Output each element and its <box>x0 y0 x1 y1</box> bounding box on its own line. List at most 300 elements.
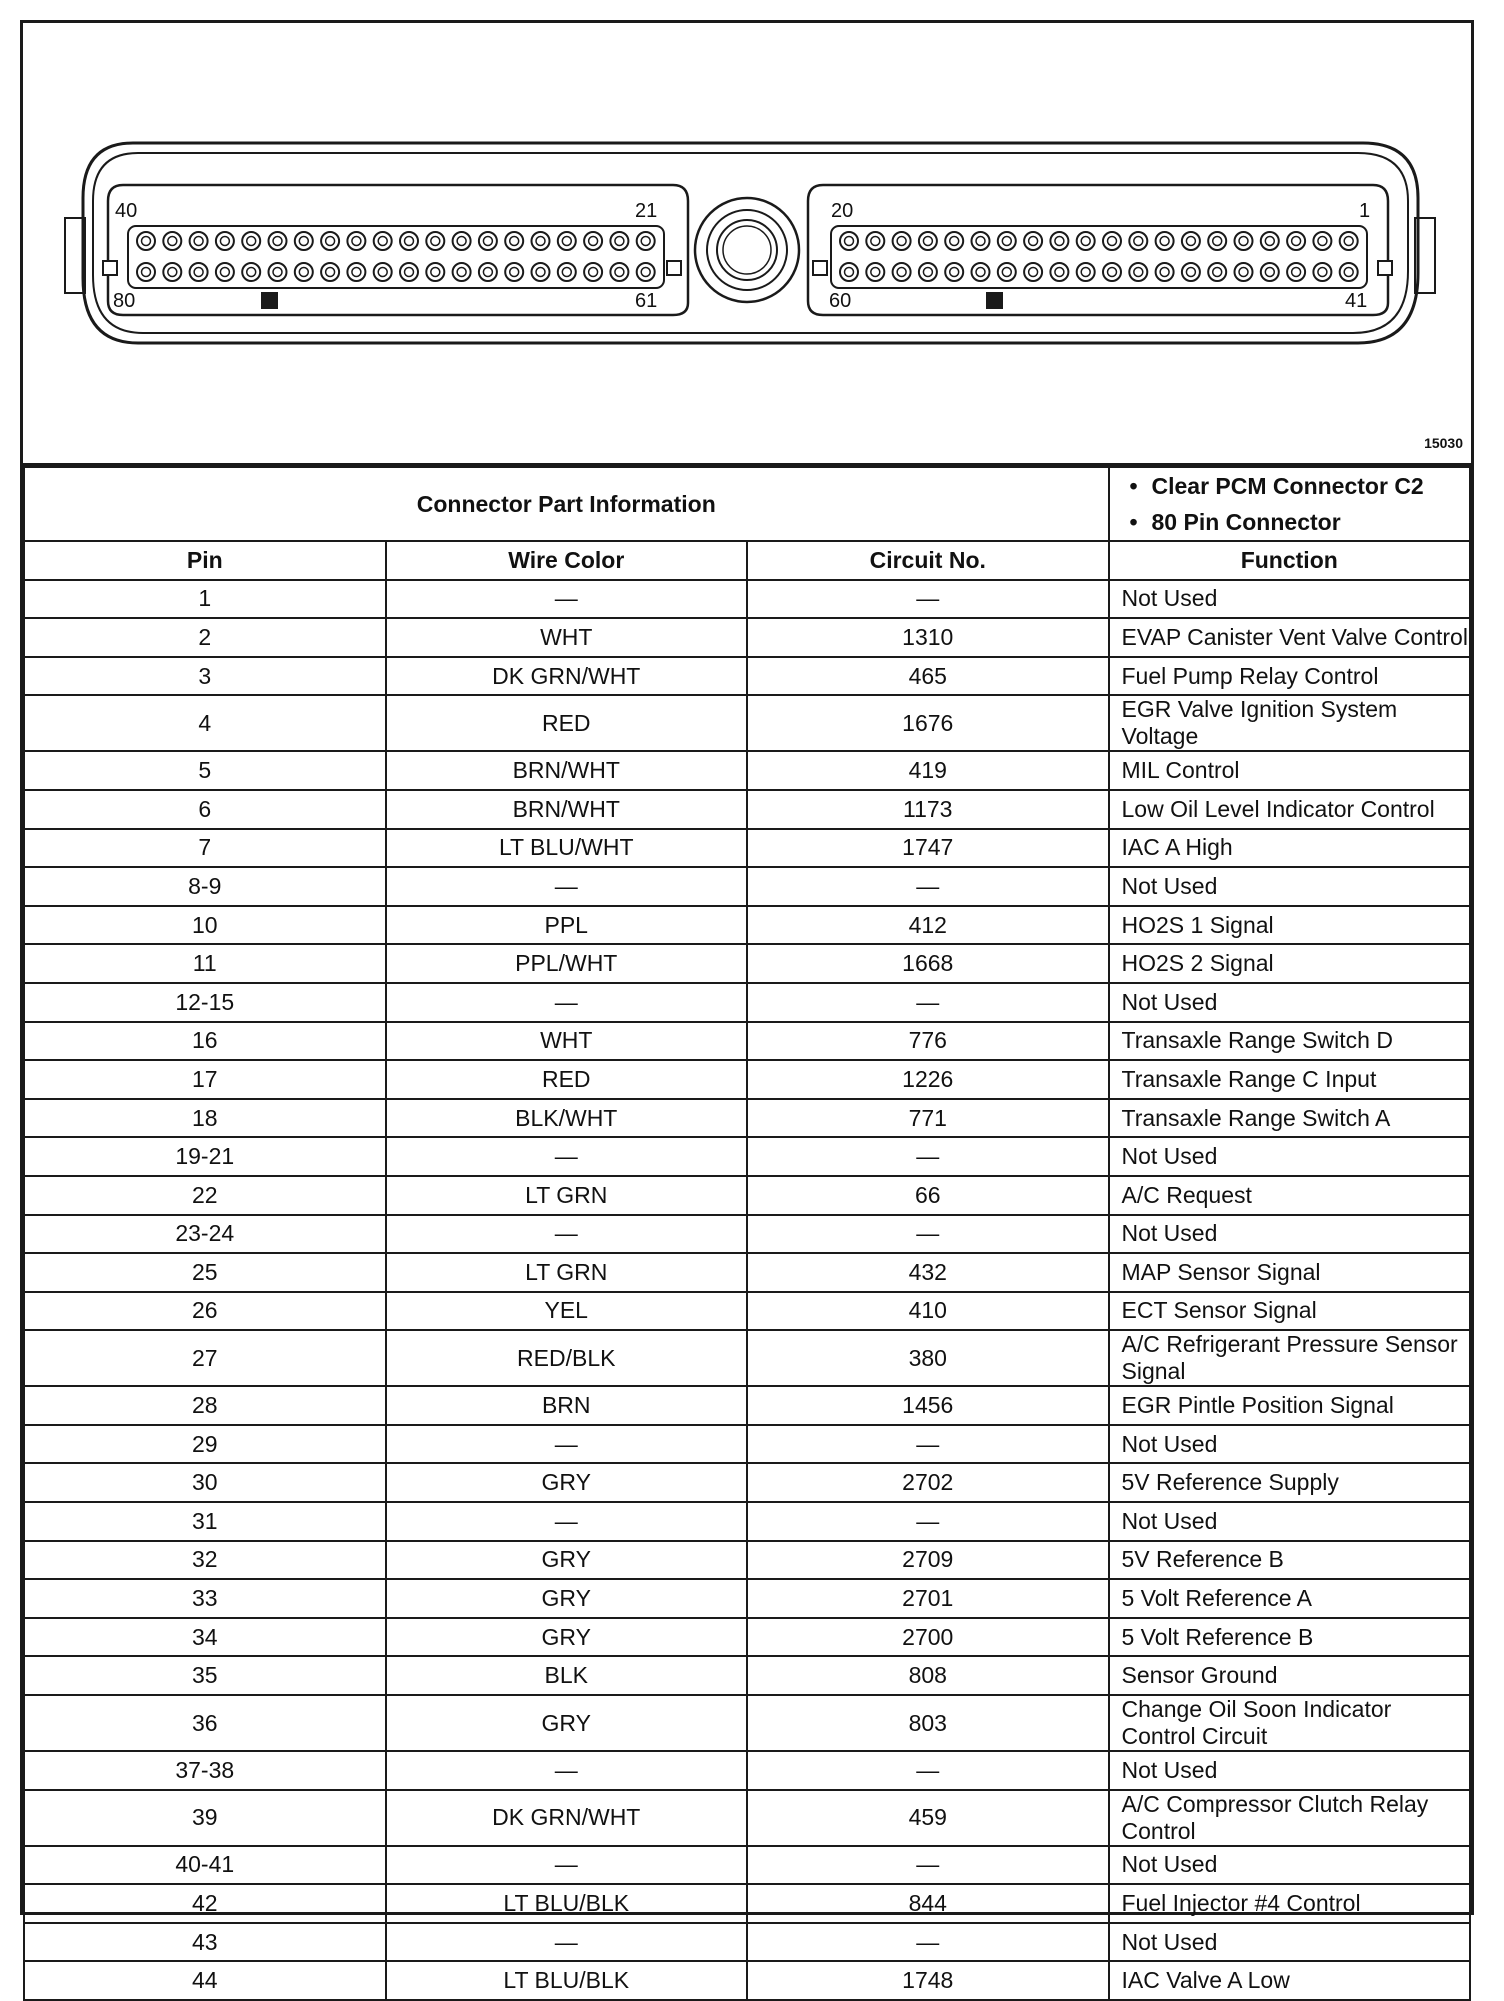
cell-circuit-no: 808 <box>747 1656 1109 1695</box>
pin-socket-hole <box>897 237 906 246</box>
pin-socket <box>972 263 990 281</box>
pin-socket <box>295 232 313 250</box>
left-pin-grid <box>128 226 664 288</box>
pin-socket-hole <box>1029 237 1038 246</box>
cell-wire-color: — <box>386 983 748 1022</box>
pin-socket <box>1182 232 1200 250</box>
pin-socket-hole <box>194 237 203 246</box>
pin-socket <box>1340 232 1358 250</box>
center-bolt-ring <box>707 210 787 290</box>
pin-socket-hole <box>247 237 256 246</box>
right-pin-grid <box>831 226 1367 288</box>
pin-socket-hole <box>273 237 282 246</box>
pin-socket <box>840 232 858 250</box>
pin-socket <box>558 232 576 250</box>
table-row <box>24 1292 1470 1331</box>
cell-circuit-no: 803 <box>747 1695 1109 1751</box>
pin-label-21: 21 <box>635 200 658 222</box>
table-row <box>24 1022 1470 1061</box>
cell-pin: 8-9 <box>24 867 386 906</box>
pin-socket-hole <box>536 268 545 277</box>
left-key <box>103 261 117 275</box>
cell-circuit-no: 380 <box>747 1330 1109 1386</box>
cell-wire-color: PPL/WHT <box>386 944 748 983</box>
pin-socket <box>1024 232 1042 250</box>
cell-function: Not Used <box>1109 1923 1471 1962</box>
pin-socket-hole <box>378 237 387 246</box>
cell-circuit-no: 2701 <box>747 1579 1109 1618</box>
connector-shell-inner <box>93 153 1408 333</box>
cell-wire-color: BLK/WHT <box>386 1099 748 1138</box>
table-row <box>24 790 1470 829</box>
pin-socket <box>190 263 208 281</box>
cell-wire-color: BRN/WHT <box>386 751 748 790</box>
pin-socket-hole <box>1292 268 1301 277</box>
table-row <box>24 695 1470 751</box>
pin-socket <box>998 232 1016 250</box>
cell-circuit-no: 66 <box>747 1176 1109 1215</box>
pin-socket <box>637 263 655 281</box>
pin-socket <box>163 263 181 281</box>
pin-socket <box>945 263 963 281</box>
pin-socket <box>1340 263 1358 281</box>
connector-diagram <box>23 23 1471 466</box>
table-row <box>24 1330 1470 1386</box>
center-left-key <box>667 261 681 275</box>
cell-pin: 7 <box>24 829 386 868</box>
pin-socket <box>532 232 550 250</box>
pin-socket-hole <box>615 268 624 277</box>
pin-socket <box>479 232 497 250</box>
table-row <box>24 1923 1470 1962</box>
cell-circuit-no: 771 <box>747 1099 1109 1138</box>
pin-socket <box>1287 263 1305 281</box>
cell-function: Change Oil Soon Indicator Control Circuit <box>1109 1695 1471 1751</box>
pin-socket-hole <box>1081 268 1090 277</box>
pin-label-61: 61 <box>635 290 658 312</box>
pin-socket <box>919 263 937 281</box>
pin-socket-hole <box>845 268 854 277</box>
cell-pin: 6 <box>24 790 386 829</box>
cell-wire-color: RED <box>386 1060 748 1099</box>
pin-socket <box>1156 263 1174 281</box>
pin-socket-hole <box>1108 268 1117 277</box>
cell-function: Not Used <box>1109 1502 1471 1541</box>
cell-pin: 42 <box>24 1884 386 1923</box>
table-row <box>24 1502 1470 1541</box>
pin-socket-hole <box>168 237 177 246</box>
pin-socket-hole <box>326 237 335 246</box>
cell-wire-color: — <box>386 1215 748 1254</box>
table-row <box>24 1579 1470 1618</box>
bullet-icon: • <box>1129 509 1138 535</box>
cell-pin: 5 <box>24 751 386 790</box>
pin-socket <box>1287 232 1305 250</box>
cell-circuit-no: 2702 <box>747 1463 1109 1502</box>
pin-socket-hole <box>220 237 229 246</box>
cell-wire-color: LT BLU/BLK <box>386 1961 748 2000</box>
pin-socket-hole <box>220 268 229 277</box>
cell-wire-color: DK GRN/WHT <box>386 657 748 696</box>
pin-socket-hole <box>1186 237 1195 246</box>
pin-socket-hole <box>457 268 466 277</box>
connector-info-label: Connector Part Information <box>24 467 1109 541</box>
cell-pin: 40-41 <box>24 1846 386 1885</box>
table-row <box>24 1961 1470 2000</box>
table-row <box>24 1618 1470 1657</box>
pin-socket <box>347 263 365 281</box>
table-row <box>24 1386 1470 1425</box>
cell-wire-color: GRY <box>386 1463 748 1502</box>
cell-wire-color: — <box>386 1923 748 1962</box>
pin-socket-hole <box>1265 268 1274 277</box>
cell-pin: 35 <box>24 1656 386 1695</box>
table-row <box>24 829 1470 868</box>
pin-label-80: 80 <box>113 290 136 312</box>
header-pin: Pin <box>24 541 386 580</box>
center-bolt-inner <box>717 220 777 280</box>
cell-pin: 10 <box>24 906 386 945</box>
cell-wire-color: RED/BLK <box>386 1330 748 1386</box>
table-row <box>24 1215 1470 1254</box>
cell-pin: 25 <box>24 1253 386 1292</box>
cell-function: Not Used <box>1109 983 1471 1022</box>
pin-socket-hole <box>1081 237 1090 246</box>
cell-circuit-no: — <box>747 867 1109 906</box>
pin-socket-hole <box>641 237 650 246</box>
cell-circuit-no: — <box>747 580 1109 619</box>
cell-pin: 44 <box>24 1961 386 2000</box>
right-polarization-mark <box>986 292 1003 309</box>
cell-circuit-no: — <box>747 1751 1109 1790</box>
pin-socket <box>866 232 884 250</box>
pin-label-60: 60 <box>829 290 852 312</box>
cell-pin: 33 <box>24 1579 386 1618</box>
table-row <box>24 1463 1470 1502</box>
cell-pin: 26 <box>24 1292 386 1331</box>
cell-circuit-no: — <box>747 1215 1109 1254</box>
pin-socket-hole <box>1055 237 1064 246</box>
cell-circuit-no: 1456 <box>747 1386 1109 1425</box>
pin-socket-hole <box>1213 237 1222 246</box>
pin-socket <box>347 232 365 250</box>
pin-socket <box>1129 232 1147 250</box>
cell-function: Not Used <box>1109 1137 1471 1176</box>
pin-socket-hole <box>1213 268 1222 277</box>
pin-socket <box>866 263 884 281</box>
pin-socket-hole <box>871 237 880 246</box>
cell-function: HO2S 1 Signal <box>1109 906 1471 945</box>
column-header-row <box>24 541 1470 580</box>
cell-function: 5 Volt Reference B <box>1109 1618 1471 1657</box>
pin-socket <box>1129 263 1147 281</box>
cell-function: HO2S 2 Signal <box>1109 944 1471 983</box>
pin-socket-hole <box>1055 268 1064 277</box>
pin-socket <box>1077 263 1095 281</box>
right-pin-cavity <box>808 185 1388 315</box>
pin-socket <box>1050 232 1068 250</box>
pin-socket-hole <box>1029 268 1038 277</box>
pin-socket-hole <box>194 268 203 277</box>
cell-wire-color: LT BLU/WHT <box>386 829 748 868</box>
pin-socket-hole <box>1265 237 1274 246</box>
pin-socket-hole <box>431 268 440 277</box>
cell-pin: 29 <box>24 1425 386 1464</box>
pin-socket <box>190 232 208 250</box>
cell-wire-color: GRY <box>386 1618 748 1657</box>
pin-socket-hole <box>405 268 414 277</box>
table-row <box>24 1060 1470 1099</box>
cell-function: Not Used <box>1109 867 1471 906</box>
pin-socket <box>1024 263 1042 281</box>
pin-socket <box>374 232 392 250</box>
cell-wire-color: LT BLU/BLK <box>386 1884 748 1923</box>
pin-socket-hole <box>168 268 177 277</box>
cell-wire-color: GRY <box>386 1695 748 1751</box>
cell-pin: 16 <box>24 1022 386 1061</box>
cell-function: Low Oil Level Indicator Control <box>1109 790 1471 829</box>
pin-socket-hole <box>1134 237 1143 246</box>
pin-socket <box>1050 263 1068 281</box>
cell-wire-color: GRY <box>386 1579 748 1618</box>
pin-socket <box>216 263 234 281</box>
connector-info-item <box>1130 468 1470 504</box>
pin-socket-hole <box>615 237 624 246</box>
cell-function: Transaxle Range Switch D <box>1109 1022 1471 1061</box>
pin-socket-hole <box>1344 237 1353 246</box>
pin-label-40: 40 <box>115 200 138 222</box>
cell-function: 5V Reference B <box>1109 1541 1471 1580</box>
pin-socket-hole <box>923 268 932 277</box>
pin-socket <box>479 263 497 281</box>
pin-socket <box>637 232 655 250</box>
cell-function: IAC Valve A Low <box>1109 1961 1471 2000</box>
pin-socket <box>610 263 628 281</box>
table-row <box>24 751 1470 790</box>
cell-function: Not Used <box>1109 1846 1471 1885</box>
cell-wire-color: LT GRN <box>386 1253 748 1292</box>
cell-pin: 12-15 <box>24 983 386 1022</box>
center-bolt-outer <box>695 198 799 302</box>
header-function: Function <box>1109 541 1471 580</box>
pin-socket <box>584 232 602 250</box>
pin-socket-hole <box>845 237 854 246</box>
pin-socket-hole <box>352 237 361 246</box>
cell-wire-color: BLK <box>386 1656 748 1695</box>
pin-socket-hole <box>897 268 906 277</box>
cell-function: Fuel Injector #4 Control <box>1109 1884 1471 1923</box>
pin-socket <box>137 232 155 250</box>
cell-pin: 23-24 <box>24 1215 386 1254</box>
table-row <box>24 983 1470 1022</box>
pin-socket-hole <box>142 268 151 277</box>
cell-wire-color: DK GRN/WHT <box>386 1790 748 1846</box>
cell-circuit-no: 410 <box>747 1292 1109 1331</box>
cell-wire-color: LT GRN <box>386 1176 748 1215</box>
pin-socket-hole <box>1002 268 1011 277</box>
connector-illustration <box>23 23 1471 463</box>
table-row <box>24 618 1470 657</box>
cell-pin: 18 <box>24 1099 386 1138</box>
pinout-sheet <box>20 20 1474 1994</box>
cell-circuit-no: 776 <box>747 1022 1109 1061</box>
pin-socket <box>1156 232 1174 250</box>
cell-pin: 19-21 <box>24 1137 386 1176</box>
cell-pin: 27 <box>24 1330 386 1386</box>
cell-wire-color: — <box>386 1502 748 1541</box>
cell-pin: 43 <box>24 1923 386 1962</box>
pin-socket-hole <box>1239 237 1248 246</box>
cell-wire-color: — <box>386 1137 748 1176</box>
cell-circuit-no: 419 <box>747 751 1109 790</box>
pin-socket <box>1235 263 1253 281</box>
pin-socket <box>919 232 937 250</box>
cell-wire-color: — <box>386 1846 748 1885</box>
pin-socket <box>505 263 523 281</box>
cell-wire-color: BRN/WHT <box>386 790 748 829</box>
cell-circuit-no: 459 <box>747 1790 1109 1846</box>
table-row <box>24 1099 1470 1138</box>
cell-circuit-no: — <box>747 1502 1109 1541</box>
pin-socket <box>972 232 990 250</box>
cell-pin: 36 <box>24 1695 386 1751</box>
pin-socket <box>242 232 260 250</box>
pin-socket <box>945 232 963 250</box>
header-wire-color: Wire Color <box>386 541 748 580</box>
pin-socket <box>453 263 471 281</box>
cell-pin: 28 <box>24 1386 386 1425</box>
table-row <box>24 580 1470 619</box>
pin-label-20: 20 <box>831 200 854 222</box>
cell-wire-color: WHT <box>386 1022 748 1061</box>
pin-socket-hole <box>1344 268 1353 277</box>
pin-socket <box>1313 263 1331 281</box>
cell-circuit-no: 2709 <box>747 1541 1109 1580</box>
table-row <box>24 1425 1470 1464</box>
pin-socket <box>1235 232 1253 250</box>
figure-reference-code: 15030 <box>1424 435 1463 451</box>
pin-socket-hole <box>273 268 282 277</box>
pin-socket <box>1182 263 1200 281</box>
pin-socket-hole <box>431 237 440 246</box>
cell-circuit-no: 1748 <box>747 1961 1109 2000</box>
cell-circuit-no: 1310 <box>747 618 1109 657</box>
pin-socket <box>1313 232 1331 250</box>
center-right-key <box>813 261 827 275</box>
cell-function: Transaxle Range C Input <box>1109 1060 1471 1099</box>
cell-function: A/C Refrigerant Pressure Sensor Signal <box>1109 1330 1471 1386</box>
pin-socket <box>532 263 550 281</box>
pin-socket-hole <box>950 237 959 246</box>
pin-socket-hole <box>352 268 361 277</box>
cell-circuit-no: 1676 <box>747 695 1109 751</box>
right-key <box>1378 261 1392 275</box>
pin-socket <box>400 263 418 281</box>
cell-function: EGR Valve Ignition System Voltage <box>1109 695 1471 751</box>
pin-socket <box>840 263 858 281</box>
pin-socket-hole <box>1160 268 1169 277</box>
cell-circuit-no: 1747 <box>747 829 1109 868</box>
connector-info-row <box>24 467 1470 541</box>
table-row <box>24 1176 1470 1215</box>
table-row <box>24 1253 1470 1292</box>
pin-label-41: 41 <box>1345 290 1368 312</box>
cell-function: Not Used <box>1109 1751 1471 1790</box>
cell-function: 5 Volt Reference A <box>1109 1579 1471 1618</box>
cell-circuit-no: 2700 <box>747 1618 1109 1657</box>
cell-circuit-no: 465 <box>747 657 1109 696</box>
cell-wire-color: — <box>386 1751 748 1790</box>
table-row <box>24 944 1470 983</box>
pin-socket <box>137 263 155 281</box>
connector-info-text: Clear PCM Connector C2 <box>1151 473 1424 499</box>
cell-function: Not Used <box>1109 1425 1471 1464</box>
pin-socket <box>269 263 287 281</box>
pin-socket <box>505 232 523 250</box>
pin-socket-hole <box>378 268 387 277</box>
pin-socket <box>374 263 392 281</box>
pin-socket <box>242 263 260 281</box>
connector-info-text: 80 Pin Connector <box>1151 509 1341 535</box>
pin-socket-hole <box>923 237 932 246</box>
pin-socket <box>295 263 313 281</box>
pin-socket <box>1261 263 1279 281</box>
pin-socket-hole <box>1160 237 1169 246</box>
cell-function: ECT Sensor Signal <box>1109 1292 1471 1331</box>
pin-socket-hole <box>142 237 151 246</box>
cell-wire-color: BRN <box>386 1386 748 1425</box>
pin-socket <box>998 263 1016 281</box>
cell-wire-color: GRY <box>386 1541 748 1580</box>
pin-socket <box>216 232 234 250</box>
cell-function: Sensor Ground <box>1109 1656 1471 1695</box>
pin-socket <box>1103 263 1121 281</box>
pin-socket <box>893 263 911 281</box>
pin-socket-hole <box>976 237 985 246</box>
cell-circuit-no: — <box>747 1923 1109 1962</box>
pin-socket-hole <box>1002 237 1011 246</box>
cell-wire-color: — <box>386 867 748 906</box>
pin-socket-hole <box>641 268 650 277</box>
pin-socket <box>1261 232 1279 250</box>
cell-pin: 37-38 <box>24 1751 386 1790</box>
pin-socket-hole <box>510 268 519 277</box>
table-row <box>24 1695 1470 1751</box>
pin-socket-hole <box>1108 237 1117 246</box>
cell-function: Transaxle Range Switch A <box>1109 1099 1471 1138</box>
pin-socket <box>893 232 911 250</box>
cell-function: A/C Compressor Clutch Relay Control <box>1109 1790 1471 1846</box>
pin-socket <box>426 263 444 281</box>
cell-function: Fuel Pump Relay Control <box>1109 657 1471 696</box>
pin-socket-hole <box>483 268 492 277</box>
cell-function: EVAP Canister Vent Valve Control <box>1109 618 1471 657</box>
cell-function: MIL Control <box>1109 751 1471 790</box>
table-row <box>24 1790 1470 1846</box>
cell-wire-color: — <box>386 1425 748 1464</box>
pin-socket-hole <box>589 268 598 277</box>
pin-socket <box>426 232 444 250</box>
pin-socket <box>558 263 576 281</box>
cell-function: A/C Request <box>1109 1176 1471 1215</box>
cell-circuit-no: 844 <box>747 1884 1109 1923</box>
pin-socket <box>584 263 602 281</box>
pin-socket-hole <box>976 268 985 277</box>
pin-socket <box>400 232 418 250</box>
pin-socket-hole <box>1292 237 1301 246</box>
pin-socket-hole <box>299 268 308 277</box>
table-row <box>24 657 1470 696</box>
